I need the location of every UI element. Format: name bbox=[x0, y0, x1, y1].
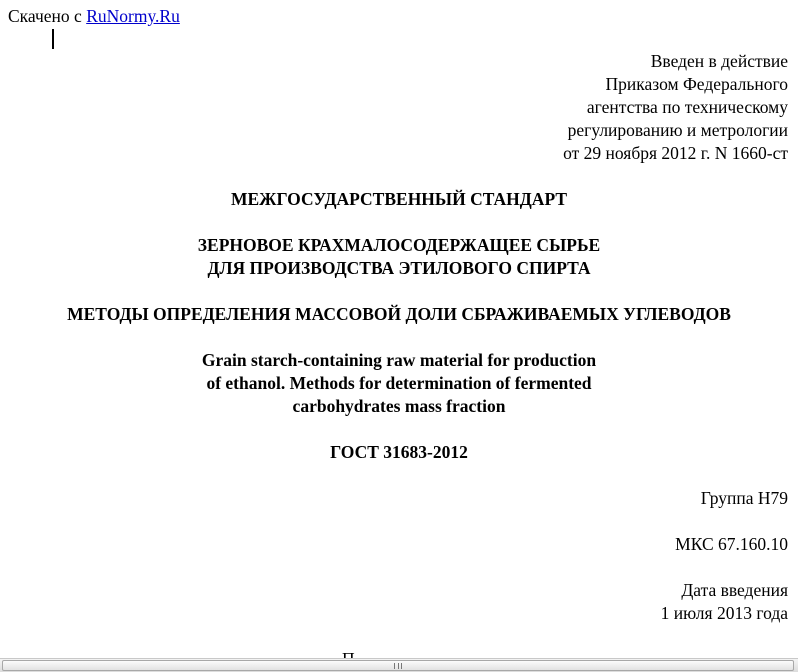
group-code: Группа Н79 bbox=[700, 488, 788, 508]
intro-line-2: Приказом Федерального bbox=[605, 74, 788, 94]
intro-line-5: от 29 ноября 2012 г. N 1660-ст bbox=[563, 143, 788, 163]
source-link[interactable]: RuNormy.Ru bbox=[86, 6, 180, 26]
text-cursor bbox=[52, 29, 54, 49]
source-prefix: Скачено с bbox=[8, 6, 82, 26]
grip-icon bbox=[394, 663, 402, 669]
title-ru-line-1: ЗЕРНОВОЕ КРАХМАЛОСОДЕРЖАЩЕЕ СЫРЬЕ bbox=[197, 235, 601, 255]
standard-code: ГОСТ 31683-2012 bbox=[330, 442, 468, 462]
horizontal-scrollbar[interactable] bbox=[0, 658, 798, 672]
title-en-line-3: carbohydrates mass fraction bbox=[292, 396, 506, 416]
source-line bbox=[8, 5, 180, 28]
intro-date-label: Дата введения bbox=[681, 580, 788, 600]
standard-type: МЕЖГОСУДАРСТВЕННЫЙ СТАНДАРТ bbox=[230, 189, 568, 209]
methods-title-ru: МЕТОДЫ ОПРЕДЕЛЕНИЯ МАССОВОЙ ДОЛИ СБРАЖИВАЕМЫХ УГЛЕВОДОВ bbox=[67, 304, 731, 324]
title-en-line-2: of ethanol. Methods for determination of fermented bbox=[206, 373, 592, 393]
scrollbar-thumb[interactable] bbox=[2, 660, 794, 671]
title-en-line-1: Grain starch-containing raw material for production bbox=[201, 350, 597, 370]
title-ru-line-2: ДЛЯ ПРОИЗВОДСТВА ЭТИЛОВОГО СПИРТА bbox=[207, 258, 591, 278]
intro-line-1: Введен в действие bbox=[650, 51, 788, 71]
intro-date: 1 июля 2013 года bbox=[660, 603, 788, 623]
intro-line-3: агентства по техническому bbox=[586, 97, 788, 117]
intro-line-4: регулированию и метрологии bbox=[567, 120, 788, 140]
mks-code: МКС 67.160.10 bbox=[675, 534, 788, 554]
